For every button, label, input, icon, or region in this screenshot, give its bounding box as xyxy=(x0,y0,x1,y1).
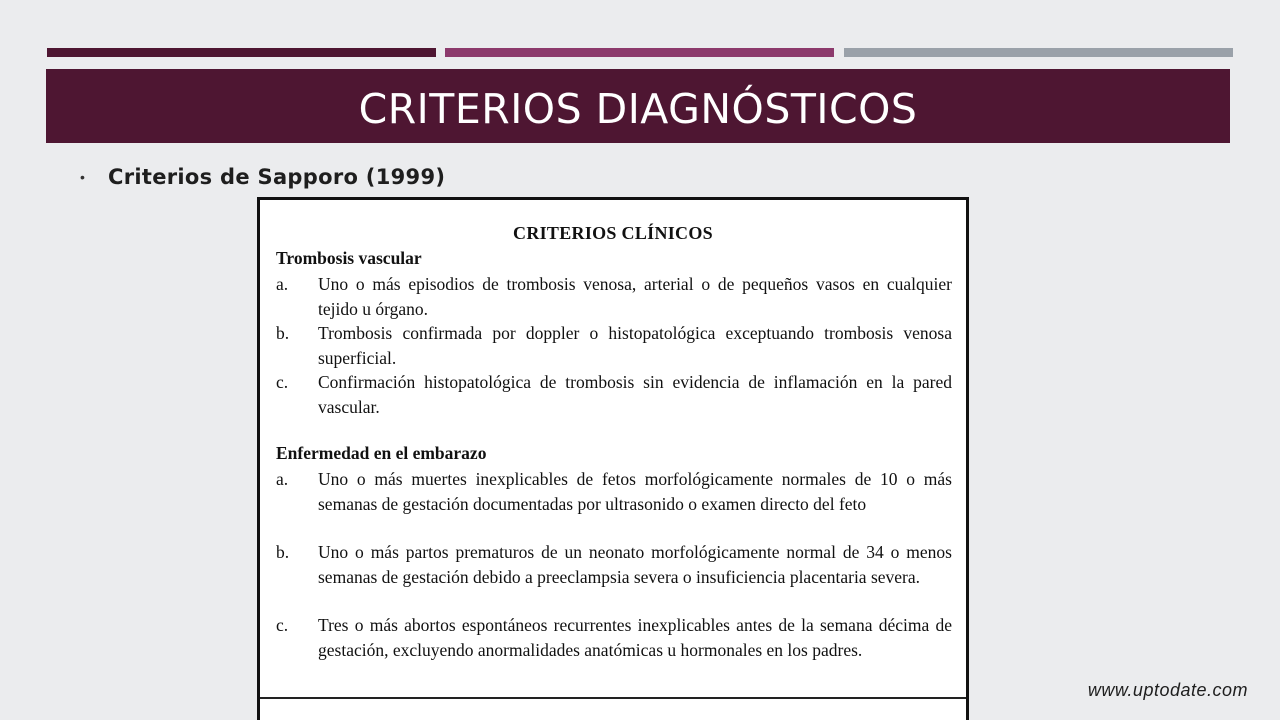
item-letter: b. xyxy=(276,542,290,562)
item-letter: a. xyxy=(276,274,289,294)
item-text: Uno o más episodios de trombosis venosa, arterial o de pequeños vasos en cualquier tejido u órgano. xyxy=(318,274,952,319)
section-title-trombosis: Trombosis vascular xyxy=(276,248,422,268)
item-letter: a. xyxy=(276,469,289,489)
item-text: Uno o más muertes inexplicables de fetos morfológicamente normales de 10 o más semanas de gestación documentadas por ultrasonido o examen directo del feto xyxy=(318,469,952,514)
title-bar xyxy=(46,69,1230,143)
section-title-embarazo: Enfermedad en el embarazo xyxy=(276,443,487,463)
document-bottom-rule xyxy=(260,697,966,699)
accent-stripe-1 xyxy=(47,48,436,57)
bullet-text: Criterios de Sapporo (1999) xyxy=(108,165,446,189)
item-text: Trombosis confirmada por doppler o histopatológica exceptuando trombosis venosa superficial. xyxy=(318,323,952,368)
criteria-document-image xyxy=(257,197,969,720)
document-heading: CRITERIOS CLÍNICOS xyxy=(513,223,713,243)
accent-stripe-3 xyxy=(844,48,1233,57)
item-text: Confirmación histopatológica de trombosis sin evidencia de inflamación en la pared vascular. xyxy=(318,372,952,417)
item-text: Tres o más abortos espontáneos recurrentes inexplicables antes de la semana décima de gestación, excluyendo anormalidades anatómicas u hormonales en los padres. xyxy=(318,615,952,660)
slide-title: CRITERIOS DIAGNÓSTICOS xyxy=(358,85,918,133)
accent-stripe-2 xyxy=(445,48,834,57)
item-text: Uno o más partos prematuros de un neonato morfológicamente normal de 34 o menos semanas de gestación debido a preeclampsia severa o insuficiencia placentaria severa. xyxy=(318,542,952,587)
bullet-item xyxy=(80,162,445,192)
bullet-dot-icon: • xyxy=(80,169,85,185)
item-letter: c. xyxy=(276,615,289,635)
item-letter: b. xyxy=(276,323,290,343)
item-letter: c. xyxy=(276,372,289,392)
source-citation: www.uptodate.com xyxy=(1087,680,1248,700)
